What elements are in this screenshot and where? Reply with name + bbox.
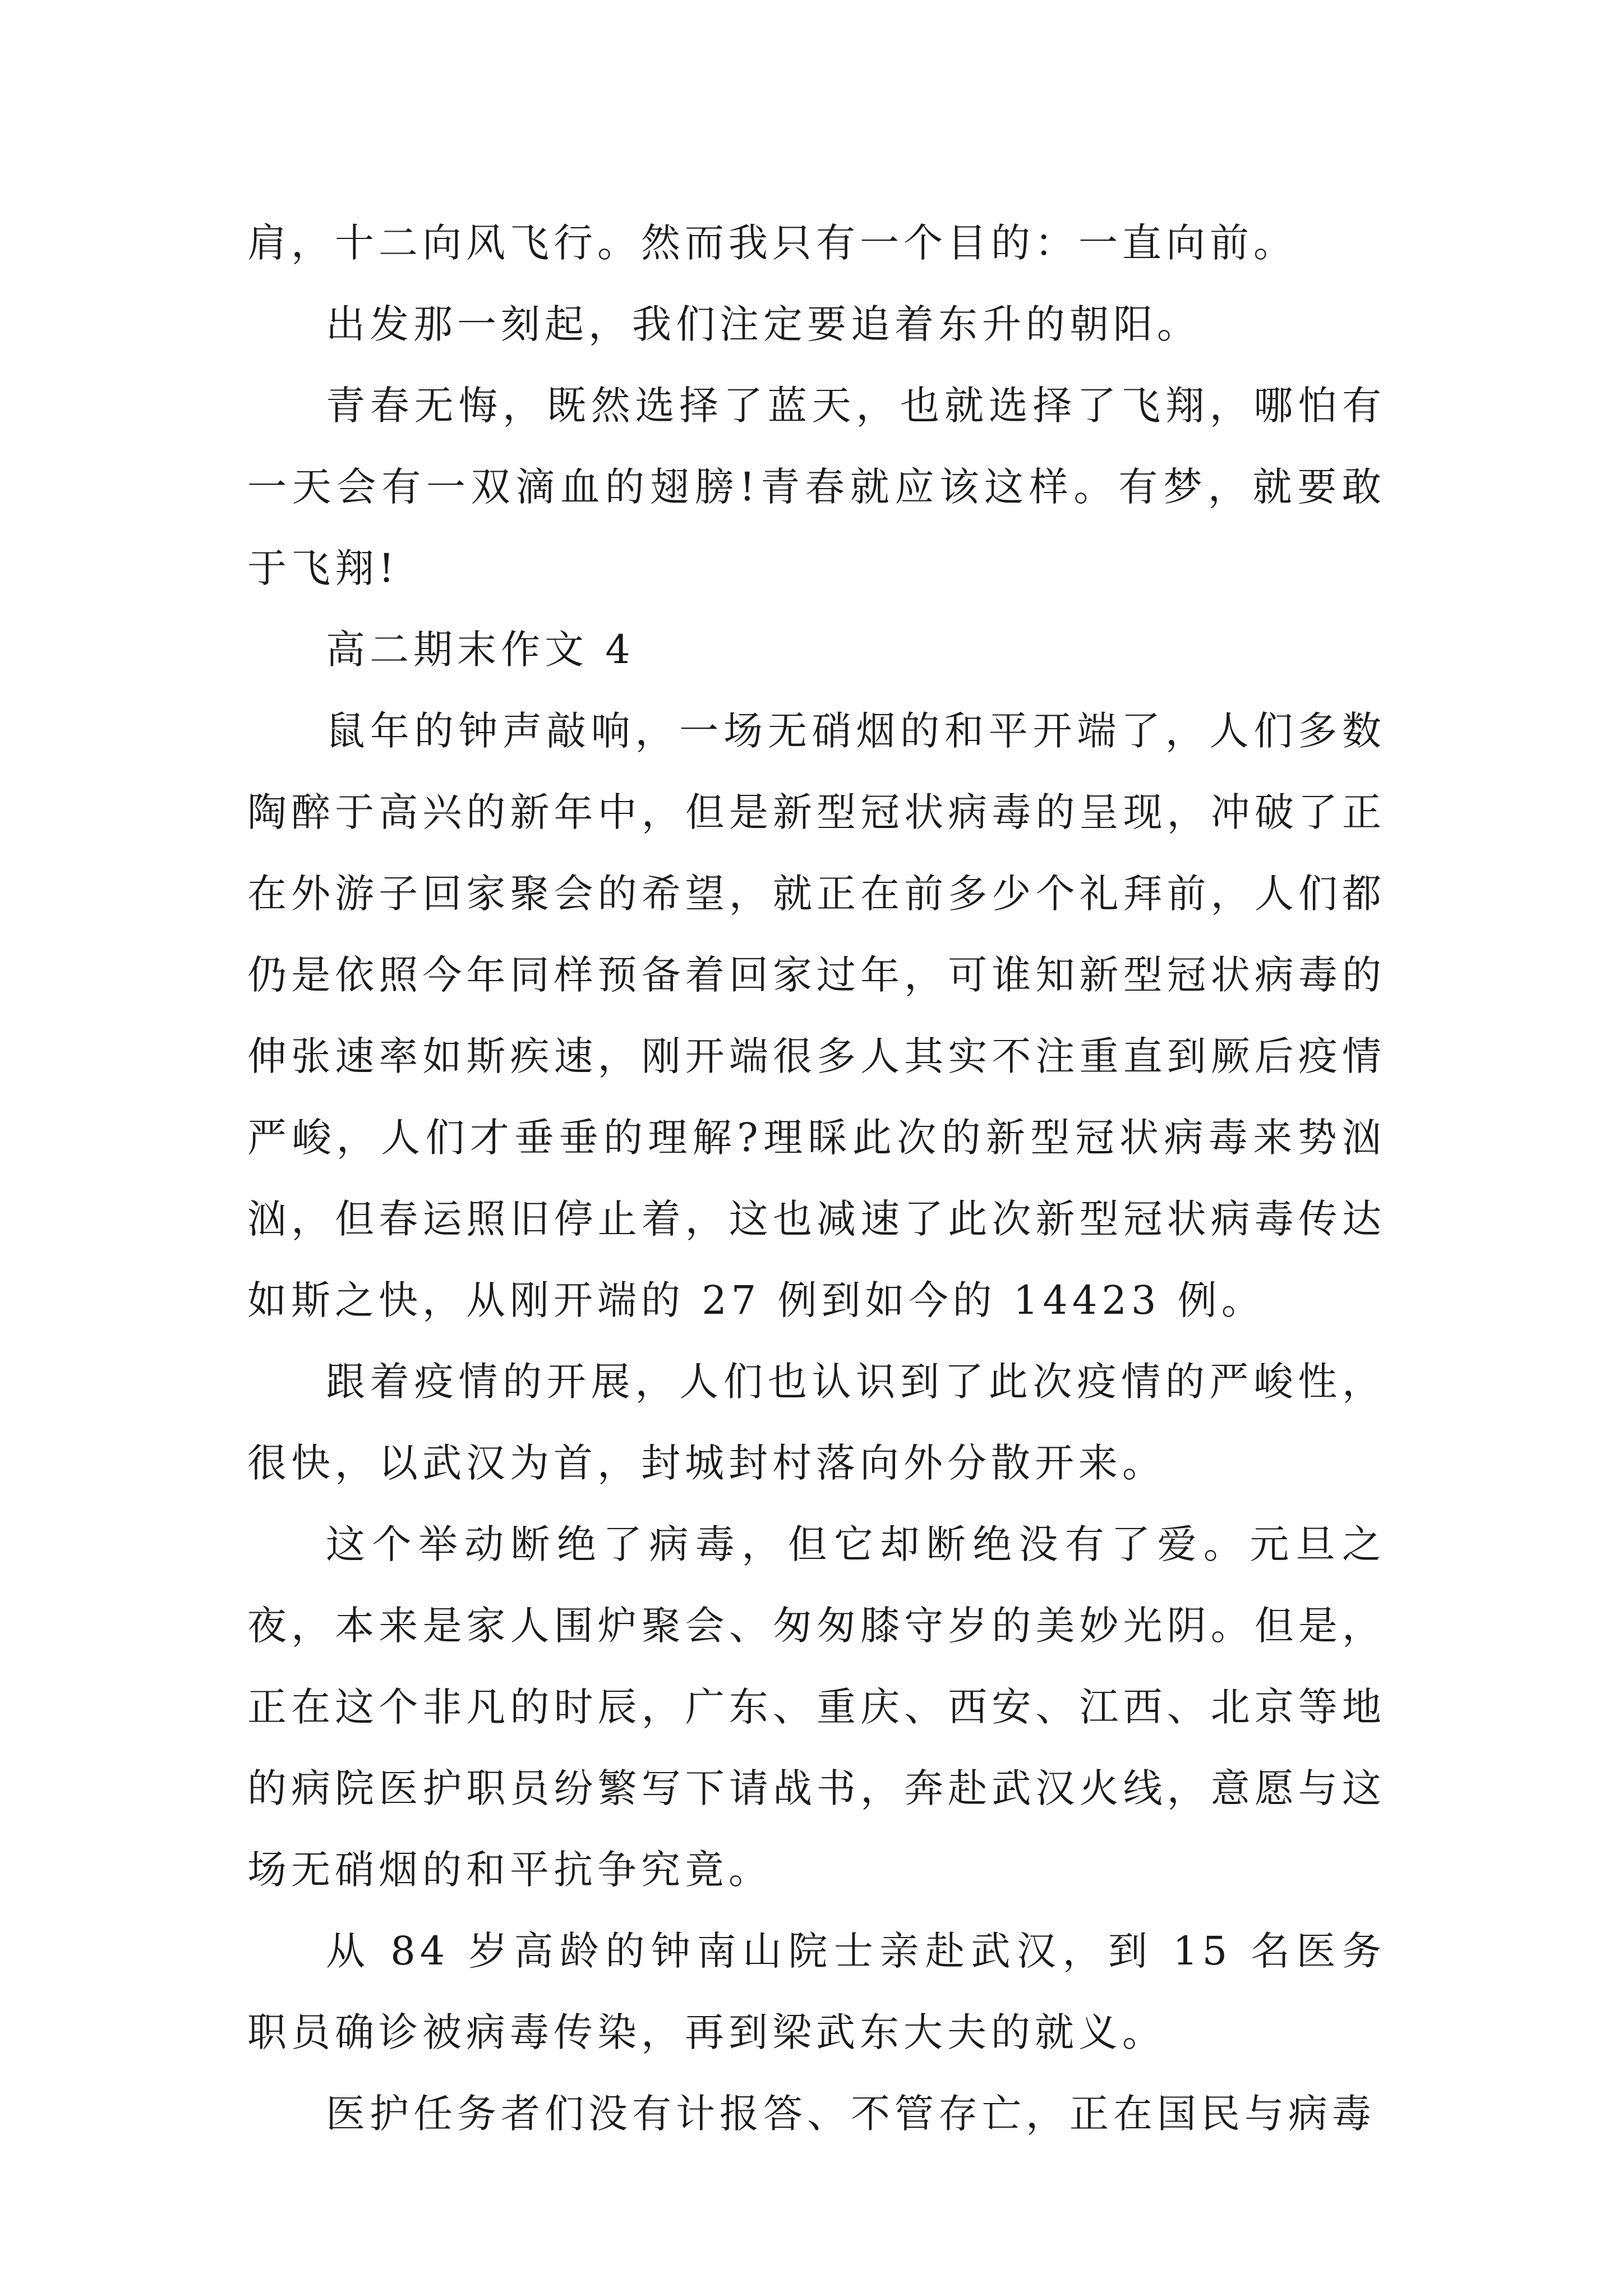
paragraph-continued: 肩，十二向风飞行。然而我只有一个目的：一直向前。	[247, 220, 1297, 266]
paragraph: 这个举动断绝了病毒，但它却断绝没有了爱。元旦之夜，本来是家人围炉聚会、匆匆膝守岁的美妙光阴。但是，正在这个非凡的时辰，广东、重庆、西安、江西、北京等地的病院医护职员纷繁写下请战书，奔赴武汉火线，意愿与这场无硝烟的和平抗争究竟。	[247, 1521, 1386, 1893]
paragraph: 医护任务者们没有计报答、不管存亡，正在国民与病毒	[326, 2091, 1376, 2137]
section-heading: 高二期末作文 4	[326, 627, 635, 673]
paragraph: 出发那一刻起，我们注定要追着东升的朝阳。	[326, 301, 1201, 347]
paragraph: 从 84 岁高龄的钟南山院士亲赴武汉，到 15 名医务职员确诊被病毒传染，再到梁武东大夫的就义。	[247, 1928, 1386, 2055]
paragraph: 青春无悔，既然选择了蓝天，也就选择了飞翔，哪怕有一天会有一双滴血的翅膀!青春就应该这样。有梦，就要敢于飞翔!	[247, 383, 1386, 591]
paragraph: 跟着疫情的开展，人们也认识到了此次疫情的严峻性，很快，以武汉为首，封城封村落向外分散开来。	[247, 1359, 1386, 1486]
paragraph: 鼠年的钟声敲响，一场无硝烟的和平开端了，人们多数陶醉于高兴的新年中，但是新型冠状病毒的呈现，冲破了正在外游子回家聚会的希望，就正在前多少个礼拜前，人们都仍是依照今年同样预备着回家过年，可谁知新型冠状病毒的伸张速率如斯疾速，刚开端很多人其实不注重直到厥后疫情严峻，人们才垂垂的理解?理睬此次的新型冠状病毒来势汹汹，但春运照旧停止着，这也减速了此次新型冠状病毒传达如斯之快，从刚开端的 27 例到如今的 14423 例。	[247, 708, 1386, 1323]
document-body	[247, 203, 1386, 2155]
